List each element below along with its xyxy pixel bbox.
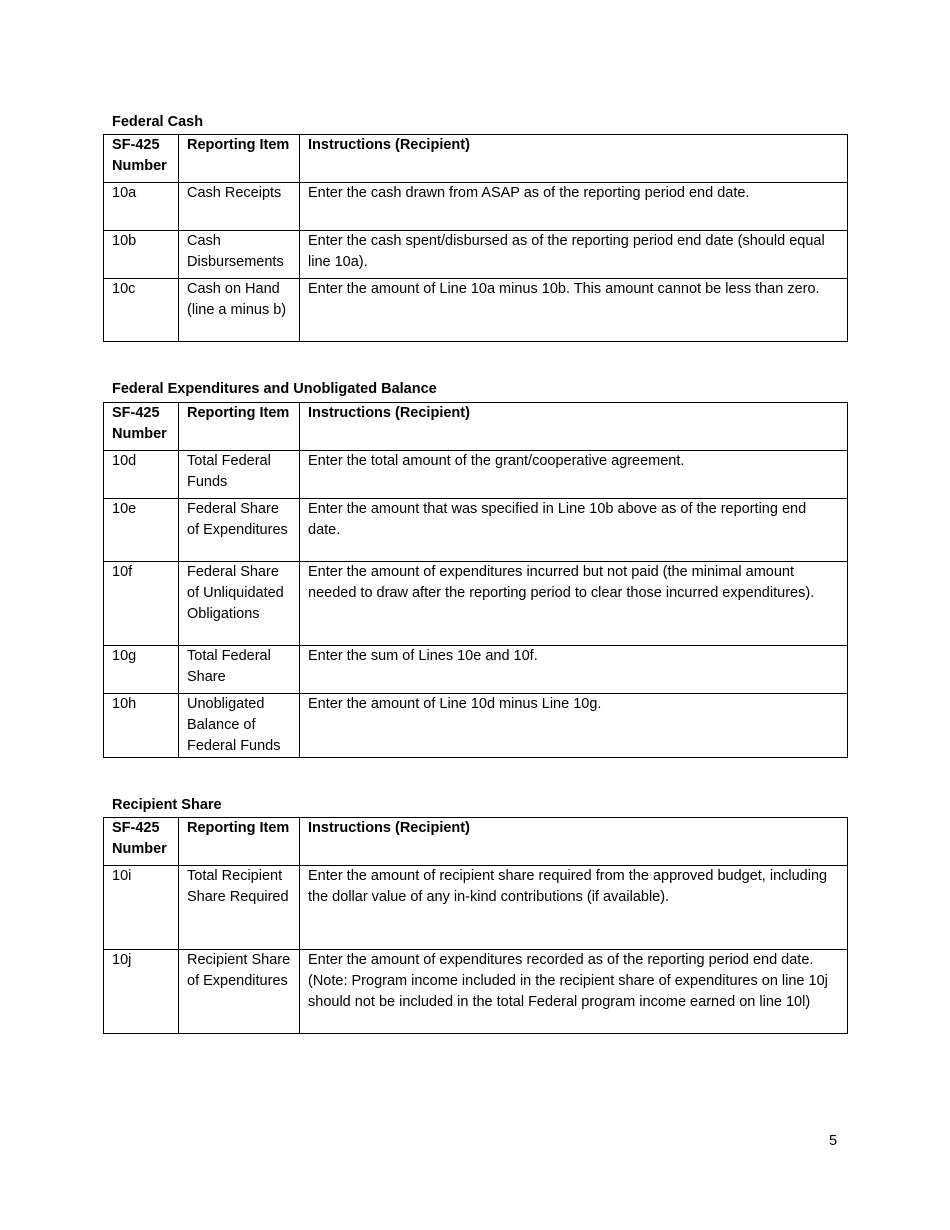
row-instructions: Enter the cash spent/disbursed as of the reporting period end date (should equal line 10a). xyxy=(300,231,848,279)
header-item: Reporting Item xyxy=(179,818,300,866)
header-number: SF-425 Number xyxy=(104,403,179,451)
table-row xyxy=(104,950,848,1034)
row-instructions: Enter the total amount of the grant/cooperative agreement. xyxy=(300,451,848,499)
row-item: Recipient Share of Expenditures xyxy=(179,950,300,1034)
row-number: 10h xyxy=(104,694,179,758)
federal-expenditures-table xyxy=(103,402,848,758)
federal-cash-table xyxy=(103,134,848,342)
row-item: Federal Share of Unliquidated Obligations xyxy=(179,562,300,646)
table-row xyxy=(104,694,848,758)
row-number: 10j xyxy=(104,950,179,1034)
header-instructions: Instructions (Recipient) xyxy=(300,818,848,866)
row-instructions: Enter the amount of Line 10d minus Line 10g. xyxy=(300,694,848,758)
table-header-row xyxy=(104,135,848,183)
header-instructions: Instructions (Recipient) xyxy=(300,135,848,183)
row-instructions: Enter the amount of expenditures recorded as of the reporting period end date. (Note: Program income included in the recipient share of expenditures on line 10j should not be included in the total Federal program income earned on line 10l) xyxy=(300,950,848,1034)
section-title-federal-expenditures: Federal Expenditures and Unobligated Balance xyxy=(112,381,437,397)
table-row xyxy=(104,646,848,694)
row-item: Cash on Hand (line a minus b) xyxy=(179,279,300,342)
row-item: Unobligated Balance of Federal Funds xyxy=(179,694,300,758)
row-instructions: Enter the amount that was specified in Line 10b above as of the reporting end date. xyxy=(300,499,848,562)
table-header-row xyxy=(104,403,848,451)
header-number: SF-425 Number xyxy=(104,135,179,183)
row-number: 10c xyxy=(104,279,179,342)
row-number: 10f xyxy=(104,562,179,646)
row-item: Cash Disbursements xyxy=(179,231,300,279)
row-instructions: Enter the sum of Lines 10e and 10f. xyxy=(300,646,848,694)
row-number: 10d xyxy=(104,451,179,499)
row-instructions: Enter the amount of recipient share required from the approved budget, including the dollar value of any in-kind contributions (if available). xyxy=(300,866,848,950)
row-item: Total Federal Share xyxy=(179,646,300,694)
row-instructions: Enter the amount of expenditures incurred but not paid (the minimal amount needed to draw after the reporting period to clear those incurred expenditures). xyxy=(300,562,848,646)
row-number: 10i xyxy=(104,866,179,950)
section-title-recipient-share: Recipient Share xyxy=(112,797,222,813)
row-number: 10e xyxy=(104,499,179,562)
row-item: Total Recipient Share Required xyxy=(179,866,300,950)
table-row xyxy=(104,279,848,342)
table-row xyxy=(104,183,848,231)
table-row xyxy=(104,562,848,646)
row-number: 10b xyxy=(104,231,179,279)
section-title-federal-cash: Federal Cash xyxy=(112,114,204,130)
header-instructions: Instructions (Recipient) xyxy=(300,403,848,451)
row-item: Total Federal Funds xyxy=(179,451,300,499)
row-instructions: Enter the cash drawn from ASAP as of the reporting period end date. xyxy=(300,183,848,231)
table-row xyxy=(104,451,848,499)
header-number: SF-425 Number xyxy=(104,818,179,866)
row-item: Cash Receipts xyxy=(179,183,300,231)
table-row xyxy=(104,866,848,950)
table-row xyxy=(104,231,848,279)
row-number: 10a xyxy=(104,183,179,231)
table-row xyxy=(104,499,848,562)
page-number: 5 xyxy=(829,1133,838,1149)
row-instructions: Enter the amount of Line 10a minus 10b. This amount cannot be less than zero. xyxy=(300,279,848,342)
header-item: Reporting Item xyxy=(179,135,300,183)
row-number: 10g xyxy=(104,646,179,694)
recipient-share-table xyxy=(103,817,848,1034)
header-item: Reporting Item xyxy=(179,403,300,451)
row-item: Federal Share of Expenditures xyxy=(179,499,300,562)
table-header-row xyxy=(104,818,848,866)
